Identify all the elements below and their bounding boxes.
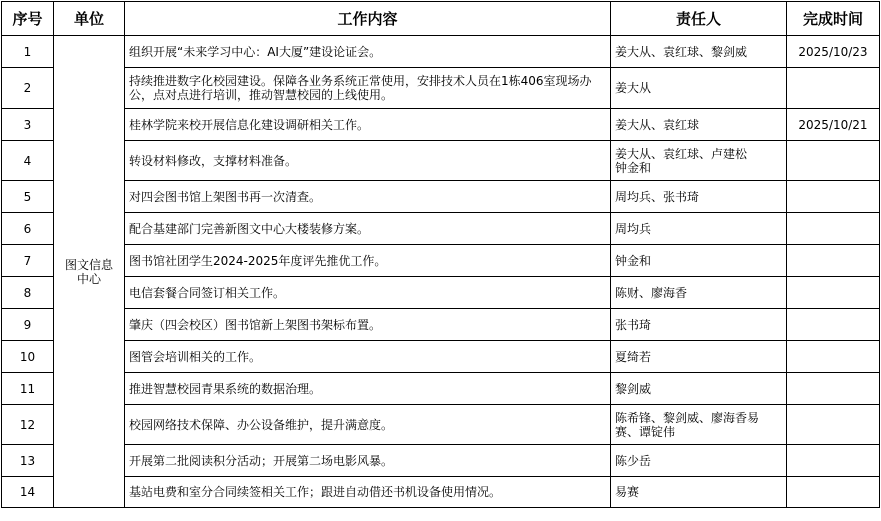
row-owner: 黎剑威 [611,373,787,405]
header-content: 工作内容 [125,2,611,36]
row-content: 校园网络技术保障、办公设备维护，提升满意度。 [125,405,611,445]
row-date [787,68,880,109]
row-owner: 姜大从、袁红球 [611,109,787,141]
row-date: 2025/10/21 [787,109,880,141]
row-content: 肇庆（四会校区）图书馆新上架图书架标布置。 [125,309,611,341]
row-date [787,341,880,373]
row-number: 4 [2,141,54,181]
row-owner: 姜大从、袁红球、卢建松钟金和 [611,141,787,181]
row-date [787,245,880,277]
table-row [2,445,880,477]
row-number: 2 [2,68,54,109]
table-row [2,405,880,445]
row-owner: 周均兵、张书琦 [611,181,787,213]
table-row [2,213,880,245]
row-date [787,445,880,477]
row-date [787,181,880,213]
row-number: 14 [2,477,54,508]
header-unit: 单位 [54,2,125,36]
row-number: 9 [2,309,54,341]
row-content: 对四会图书馆上架图书再一次清查。 [125,181,611,213]
header-date: 完成时间 [787,2,880,36]
table-row [2,277,880,309]
row-owner: 周均兵 [611,213,787,245]
row-content: 桂林学院来校开展信息化建设调研相关工作。 [125,109,611,141]
row-owner: 陈财、廖海香 [611,277,787,309]
row-content: 基站电费和室分合同续签相关工作；跟进自动借还书机设备使用情况。 [125,477,611,508]
table-row [2,245,880,277]
row-date [787,213,880,245]
unit-cell: 图文信息中心 [54,36,125,508]
row-number: 5 [2,181,54,213]
row-owner: 姜大从 [611,68,787,109]
row-date [787,477,880,508]
row-owner: 夏绮若 [611,341,787,373]
header-no: 序号 [2,2,54,36]
row-content: 配合基建部门完善新图文中心大楼装修方案。 [125,213,611,245]
row-date [787,141,880,181]
table-row [2,181,880,213]
row-number: 1 [2,36,54,68]
row-content: 转设材料修改，支撑材料准备。 [125,141,611,181]
row-date: 2025/10/23 [787,36,880,68]
row-content: 组织开展“未来学习中心：AI大厦”建设论证会。 [125,36,611,68]
table-row [2,109,880,141]
row-content: 推进智慧校园青果系统的数据治理。 [125,373,611,405]
row-content: 开展第二批阅读积分活动；开展第二场电影风暴。 [125,445,611,477]
row-content: 持续推进数字化校园建设。保障各业务系统正常使用，安排技术人员在1栋406室现场办公，点对点进行培训，推动智慧校园的上线使用。 [125,68,611,109]
row-number: 11 [2,373,54,405]
row-owner: 姜大从、袁红球、黎剑威 [611,36,787,68]
table-row [2,477,880,508]
row-number: 3 [2,109,54,141]
row-number: 10 [2,341,54,373]
header-owner: 责任人 [611,2,787,36]
table-row [2,309,880,341]
row-date [787,277,880,309]
table-row [2,141,880,181]
row-number: 13 [2,445,54,477]
table-row [2,68,880,109]
row-date [787,373,880,405]
table-row [2,36,880,68]
row-date [787,309,880,341]
row-date [787,405,880,445]
row-owner: 易赛 [611,477,787,508]
row-content: 图管会培训相关的工作。 [125,341,611,373]
row-owner: 陈希锋、黎剑威、廖海香易赛、谭锭伟 [611,405,787,445]
row-content: 图书馆社团学生2024-2025年度评先推优工作。 [125,245,611,277]
row-number: 8 [2,277,54,309]
header-row [2,2,880,36]
row-owner: 陈少岳 [611,445,787,477]
row-owner: 钟金和 [611,245,787,277]
table-row [2,373,880,405]
table-row [2,341,880,373]
row-number: 12 [2,405,54,445]
work-plan-table [1,1,880,508]
row-number: 7 [2,245,54,277]
row-owner: 张书琦 [611,309,787,341]
row-content: 电信套餐合同签订相关工作。 [125,277,611,309]
row-number: 6 [2,213,54,245]
